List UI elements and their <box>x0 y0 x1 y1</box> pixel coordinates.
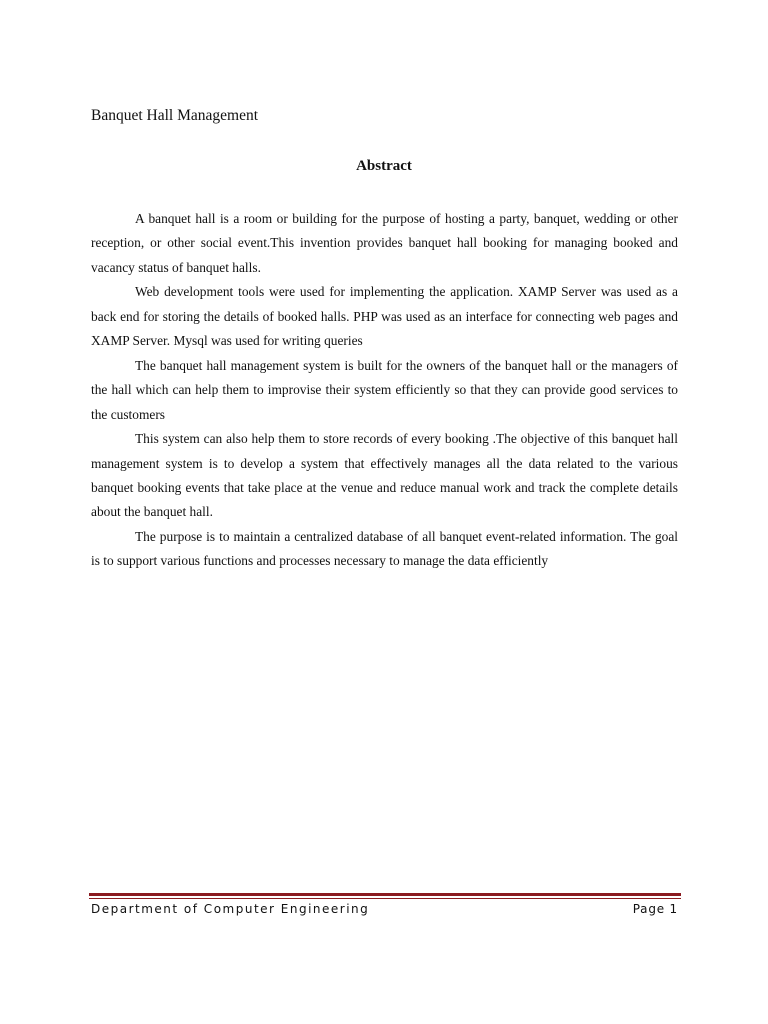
footer-divider <box>89 893 681 900</box>
abstract-heading: Abstract <box>356 158 412 174</box>
footer-divider-thick <box>89 893 681 896</box>
footer-department: Department of Computer Engineering <box>91 902 370 916</box>
paragraph-2: Web development tools were used for implementing the application. XAMP Server was used as a back end for storing the details of booked halls. PHP was used as an interface for connecting web pages and XAMP Server. Mysql was used for writing queries <box>91 284 678 349</box>
paragraph-1: A banquet hall is a room or building for the purpose of hosting a party, banquet, wedding or other reception, or other social event.This invention provides banquet hall booking for managing booked and vacancy status of banquet halls. <box>91 211 678 275</box>
footer-divider-thin <box>89 898 681 899</box>
document-title: Banquet Hall Management <box>91 107 259 124</box>
paragraph-5: The purpose is to maintain a centralized database of all banquet event-related information. The goal is to support various functions and processes necessary to manage the data efficiently <box>91 528 678 569</box>
paragraph-3: The banquet hall management system is built for the owners of the banquet hall or the managers of the hall which can help them to improvise their system efficiently so that they can provide good services to the customers <box>91 357 678 422</box>
footer-page-number: Page 1 <box>632 902 678 916</box>
paragraph-4: This system can also help them to store records of every booking .The objective of this banquet hall management system is to develop a system that effectively manages all the data related to the various banquet booking events that take place at the venue and reduce manual work and track the complete details about the banquet hall. <box>91 431 678 520</box>
abstract-body <box>91 207 678 574</box>
